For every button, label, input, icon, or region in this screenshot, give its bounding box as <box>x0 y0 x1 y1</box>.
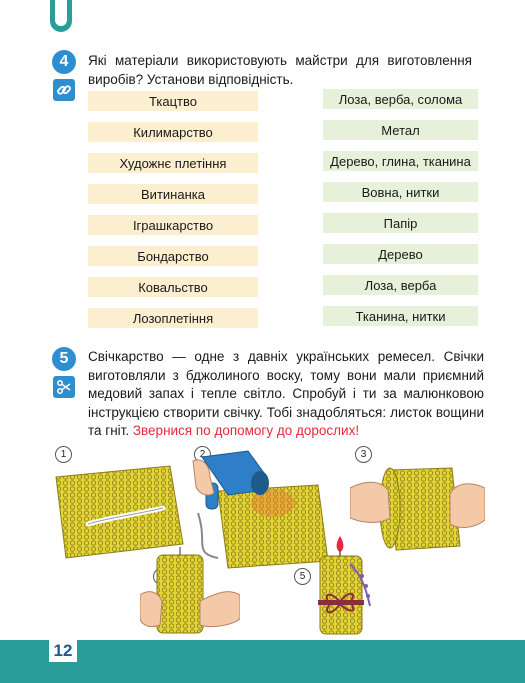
material-item[interactable]: Дерево, глина, тканина <box>323 151 478 171</box>
step-1-number: 1 <box>55 446 72 463</box>
step-3-number: 3 <box>355 446 372 463</box>
material-item[interactable]: Тканина, нитки <box>323 306 478 326</box>
task-5-text <box>88 348 484 441</box>
craft-item[interactable]: Ковальство <box>88 277 258 297</box>
task-4-number: 4 <box>52 50 76 74</box>
material-item[interactable]: Дерево <box>323 244 478 264</box>
task-4-question: Які матеріали використовують майстри для виготовлення виробів? Установи відповідність. <box>88 53 472 87</box>
safety-warning: Звернися по допомогу до дорослих! <box>132 423 360 438</box>
step-4-illustration <box>140 545 240 635</box>
craft-item[interactable]: Лозоплетіння <box>88 308 258 328</box>
step-2-number: 2 <box>194 446 211 463</box>
material-item[interactable]: Лоза, верба, солома <box>323 89 478 109</box>
scissors-icon <box>53 376 75 398</box>
craft-item[interactable]: Бондарство <box>88 246 258 266</box>
material-item[interactable]: Лоза, верба <box>323 275 478 295</box>
material-item[interactable]: Метал <box>323 120 478 140</box>
page-number: 12 <box>53 641 73 660</box>
step-5-number: 5 <box>294 568 311 585</box>
material-item[interactable]: Папір <box>323 213 478 233</box>
craft-item[interactable]: Іграшкарство <box>88 215 258 235</box>
craft-item[interactable]: Художнє плетіння <box>88 153 258 173</box>
step-5-illustration <box>300 534 390 636</box>
craft-item[interactable]: Витинанка <box>88 184 258 204</box>
craft-item[interactable]: Килимарство <box>88 122 258 142</box>
task-5-description: Свічкарство — одне з давніх українських ремесел. Свічки виготовляли з бджолиного воску, тому вони мали приємний медовий запах і тепле світло. Спробуй і ти за малюнковою інструкцією створити свічку. Тобі знадобляться: листок вощини та гніт. <box>88 349 484 438</box>
material-item[interactable]: Вовна, нитки <box>323 182 478 202</box>
page-tab-decoration <box>50 0 72 32</box>
craft-item[interactable]: Ткацтво <box>88 91 258 111</box>
link-icon <box>53 79 75 101</box>
task-5-number: 5 <box>52 347 76 371</box>
